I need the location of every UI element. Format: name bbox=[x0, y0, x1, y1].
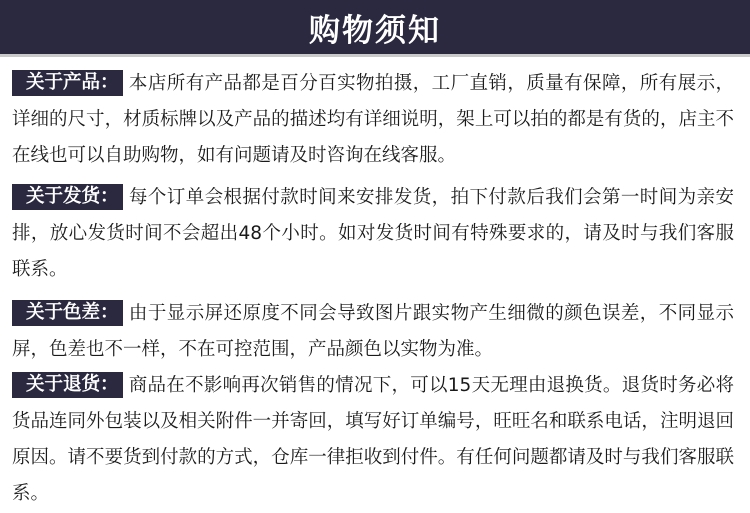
section-product bbox=[12, 66, 734, 174]
section-color-difference bbox=[12, 296, 734, 368]
section-text-product: 本店所有产品都是百分百实物拍摄，工厂直销，质量有保障，所有展示，详细的尺寸，材质标牌以及产品的描述均有详细说明，架上可以拍的都是有货的，店主不在线也可以自助购物，如有问题请及时咨询在线客服。 bbox=[12, 73, 734, 166]
section-label-returns: 关于退货： bbox=[12, 372, 123, 398]
section-label-shipping: 关于发货： bbox=[12, 184, 123, 210]
section-shipping bbox=[12, 180, 734, 288]
section-text-color-difference: 由于显示屏还原度不同会导致图片跟实物产生细微的颜色误差，不同显示屏，色差也不一样，不在可控范围，产品颜色以实物为准。 bbox=[12, 303, 734, 360]
section-text-shipping: 每个订单会根据付款时间来安排发货，拍下付款后我们会第一时间为亲安排，放心发货时间不会超出48个小时。如对发货时间有特殊要求的，请及时与我们客服联系。 bbox=[12, 187, 734, 280]
page-title: 购物须知 bbox=[309, 12, 441, 49]
section-label-color-difference: 关于色差： bbox=[12, 300, 123, 326]
section-returns bbox=[12, 368, 734, 512]
section-text-returns: 商品在不影响再次销售的情况下，可以15天无理由退换货。退货时务必将货品连同外包装以及相关附件一并寄回，填写好订单编号，旺旺名和联系电话，注明退回原因。请不要货到付款的方式，仓库一律拒收到付件。有任何问题都请及时与我们客服联系。 bbox=[12, 375, 734, 504]
header-banner bbox=[0, 0, 750, 57]
section-label-product: 关于产品： bbox=[12, 70, 123, 96]
